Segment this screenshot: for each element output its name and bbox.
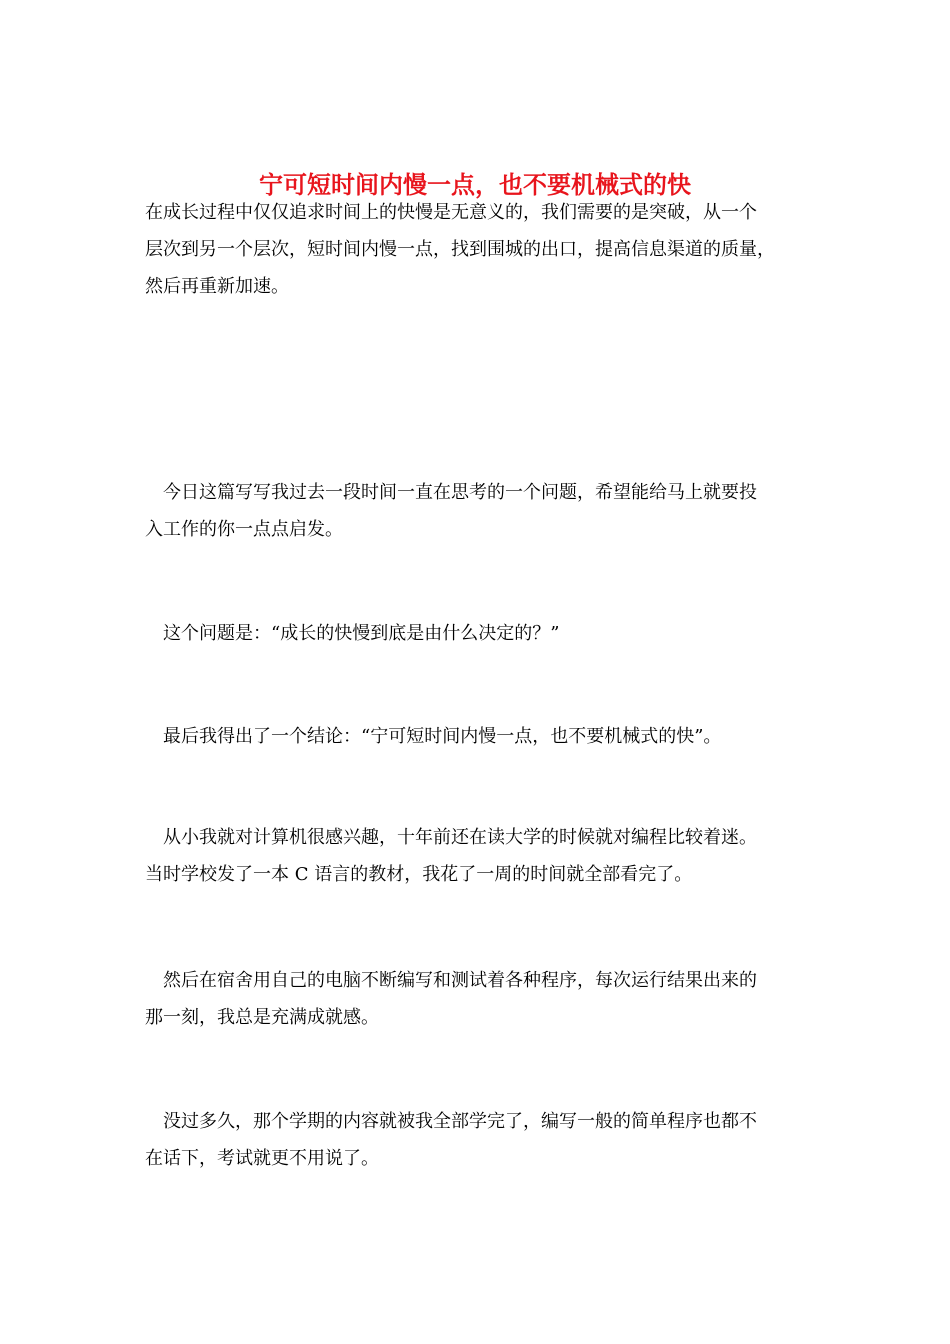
paragraph-line: 那一刻，我总是充满成就感。	[145, 1007, 379, 1028]
paragraph-line: 入工作的你一点点启发。	[145, 519, 343, 540]
paragraph-line: 然后再重新加速。	[145, 276, 289, 297]
paragraph	[145, 615, 809, 652]
paragraph-line: 最后我得出了一个结论：“宁可短时间内慢一点，也不要机械式的快”。	[163, 726, 722, 747]
paragraph	[145, 474, 809, 548]
paragraph	[145, 718, 809, 755]
paragraph	[145, 962, 809, 1036]
paragraph-line: 在话下，考试就更不用说了。	[145, 1148, 379, 1169]
paragraph	[145, 1103, 809, 1177]
paragraph-line: 在成长过程中仅仅追求时间上的快慢是无意义的，我们需要的是突破，从一个	[145, 202, 757, 223]
paragraph-line: 今日这篇写写我过去一段时间一直在思考的一个问题，希望能给马上就要投	[163, 482, 757, 503]
page-title: 宁可短时间内慢一点，也不要机械式的快	[259, 170, 691, 200]
paragraph-intro	[145, 194, 809, 305]
paragraph-line: 没过多久，那个学期的内容就被我全部学完了，编写一般的简单程序也都不	[163, 1111, 757, 1132]
paragraph-line: 然后在宿舍用自己的电脑不断编写和测试着各种程序，每次运行结果出来的	[163, 970, 757, 991]
paragraph-line: 这个问题是：“成长的快慢到底是由什么决定的？”	[163, 623, 560, 644]
paragraph	[145, 819, 809, 893]
paragraph-line: 当时学校发了一本 C 语言的教材，我花了一周的时间就全部看完了。	[145, 864, 693, 885]
paragraph-line: 层次到另一个层次，短时间内慢一点，找到围城的出口，提高信息渠道的质量，	[145, 239, 775, 260]
paragraph-line: 从小我就对计算机很感兴趣，十年前还在读大学的时候就对编程比较着迷。	[163, 827, 757, 848]
